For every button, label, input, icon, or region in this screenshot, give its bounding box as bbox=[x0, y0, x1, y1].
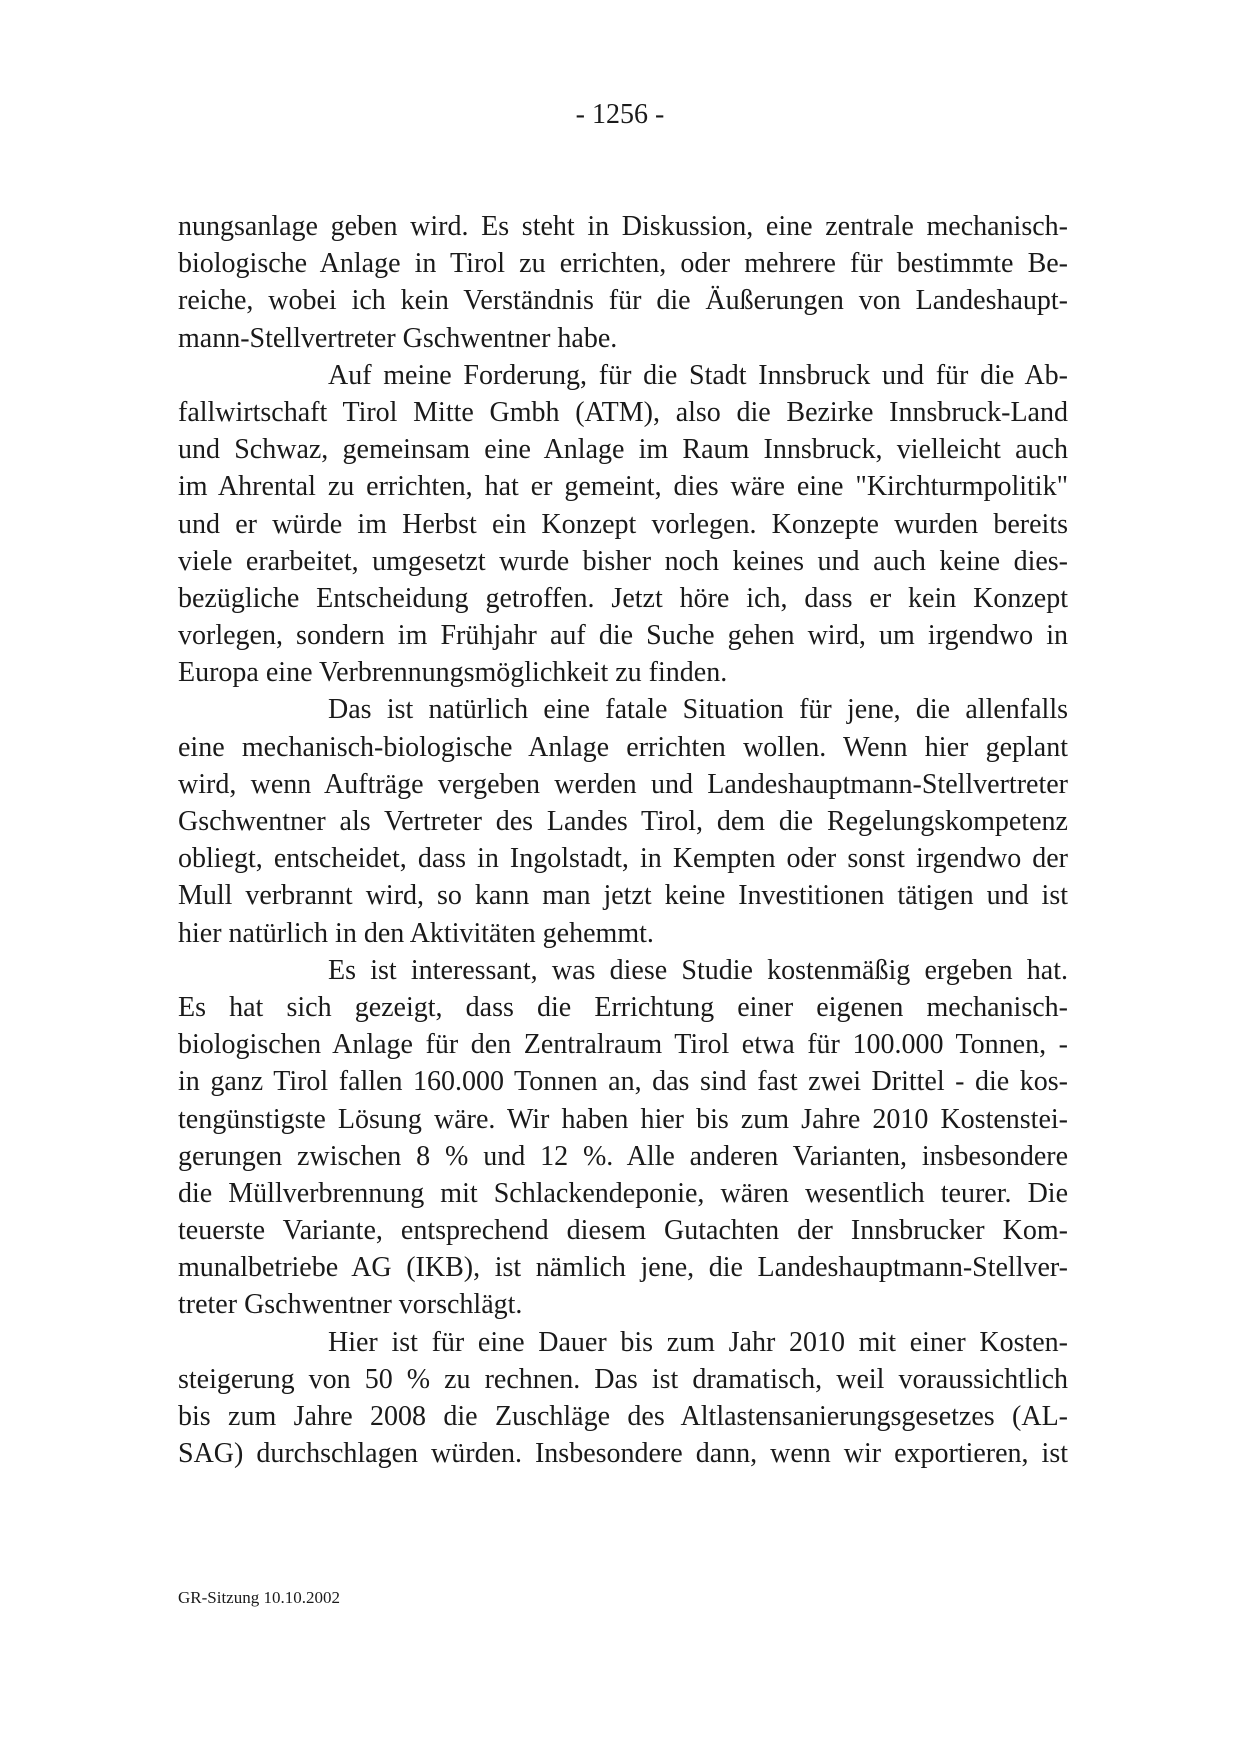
text-line: die Müllverbrennung mit Schlackendeponie, wären wesentlich teurer. Die bbox=[178, 1177, 1068, 1209]
text-line: reiche, wobei ich kein Verständnis für die Äußerungen von Landeshaupt- bbox=[178, 285, 1068, 317]
paragraph-5 bbox=[178, 1324, 1068, 1473]
paragraph-3 bbox=[178, 691, 1068, 951]
text-line: bezügliche Entscheidung getroffen. Jetzt höre ich, dass er kein Konzept bbox=[178, 582, 1068, 614]
text-line: bis zum Jahre 2008 die Zuschläge des Altlastensanierungsgesetzes (AL- bbox=[178, 1401, 1068, 1432]
text-line: steigerung von 50 % zu rechnen. Das ist dramatisch, weil voraussichtlich bbox=[178, 1363, 1068, 1395]
text-line: Das ist natürlich eine fatale Situation für jene, die allenfalls bbox=[328, 694, 1068, 726]
text-line: und er würde im Herbst ein Konzept vorlegen. Konzepte wurden bereits bbox=[178, 508, 1068, 540]
text-line: Gschwentner als Vertreter des Landes Tirol, dem die Regelungskompetenz bbox=[178, 806, 1068, 837]
text-line: Es hat sich gezeigt, dass die Errichtung einer eigenen mechanisch- bbox=[178, 991, 1068, 1023]
text-line: fallwirtschaft Tirol Mitte Gmbh (ATM), also die Bezirke Innsbruck-Land bbox=[178, 396, 1068, 428]
text-line: in ganz Tirol fallen 160.000 Tonnen an, das sind fast zwei Drittel - die kos- bbox=[178, 1066, 1068, 1098]
text-line: wird, wenn Aufträge vergeben werden und Landeshauptmann-Stellvertreter bbox=[178, 768, 1068, 800]
text-line: eine mechanisch-biologische Anlage errichten wollen. Wenn hier geplant bbox=[178, 731, 1068, 763]
text-line: treter Gschwentner vorschlägt. bbox=[178, 1289, 523, 1321]
text-line: viele erarbeitet, umgesetzt wurde bisher noch keines und auch keine dies- bbox=[178, 545, 1068, 577]
text-line: und Schwaz, gemeinsam eine Anlage im Raum Innsbruck, vielleicht auch bbox=[178, 434, 1068, 466]
text-line: SAG) durchschlagen würden. Insbesondere dann, wenn wir exportieren, ist bbox=[178, 1438, 1068, 1470]
document-body bbox=[178, 208, 1068, 1472]
text-line: nungsanlage geben wird. Es steht in Diskussion, eine zentrale mechanisch- bbox=[178, 211, 1068, 242]
text-line: mann-Stellvertreter Gschwentner habe. bbox=[178, 322, 618, 354]
text-line: Auf meine Forderung, für die Stadt Innsbruck und für die Ab- bbox=[328, 359, 1068, 391]
text-line: vorlegen, sondern im Frühjahr auf die Suche gehen wird, um irgendwo in bbox=[178, 620, 1068, 652]
paragraph-4 bbox=[178, 952, 1068, 1324]
text-line: munalbetriebe AG (IKB), ist nämlich jene, die Landeshauptmann-Stellver- bbox=[178, 1252, 1068, 1284]
text-line: obliegt, entscheidet, dass in Ingolstadt, in Kempten oder sonst irgendwo der bbox=[178, 843, 1068, 875]
paragraph-1 bbox=[178, 208, 1068, 357]
page-number: - 1256 - bbox=[575, 99, 665, 130]
text-line: Mull verbrannt wird, so kann man jetzt keine Investitionen tätigen und ist bbox=[178, 880, 1068, 912]
text-line: tengünstigste Lösung wäre. Wir haben hier bis zum Jahre 2010 Kostenstei- bbox=[178, 1103, 1068, 1135]
text-line: im Ahrental zu errichten, hat er gemeint, dies wäre eine "Kirchturmpolitik" bbox=[178, 471, 1068, 503]
footer-session-label: GR-Sitzung 10.10.2002 bbox=[178, 1588, 340, 1607]
text-line: Europa eine Verbrennungsmöglichkeit zu finden. bbox=[178, 657, 728, 689]
text-line: biologischen Anlage für den Zentralraum Tirol etwa für 100.000 Tonnen, - bbox=[178, 1029, 1068, 1061]
text-line: Es ist interessant, was diese Studie kostenmäßig ergeben hat. bbox=[328, 954, 1068, 986]
text-line: teuerste Variante, entsprechend diesem Gutachten der Innsbrucker Kom- bbox=[178, 1215, 1068, 1247]
paragraph-2 bbox=[178, 357, 1068, 692]
text-line: biologische Anlage in Tirol zu errichten, oder mehrere für bestimmte Be- bbox=[178, 248, 1068, 280]
text-line: Hier ist für eine Dauer bis zum Jahr 2010 mit einer Kosten- bbox=[328, 1326, 1068, 1358]
text-line: gerungen zwischen 8 % und 12 %. Alle anderen Varianten, insbesondere bbox=[178, 1140, 1068, 1172]
text-line: hier natürlich in den Aktivitäten gehemmt. bbox=[178, 917, 654, 949]
